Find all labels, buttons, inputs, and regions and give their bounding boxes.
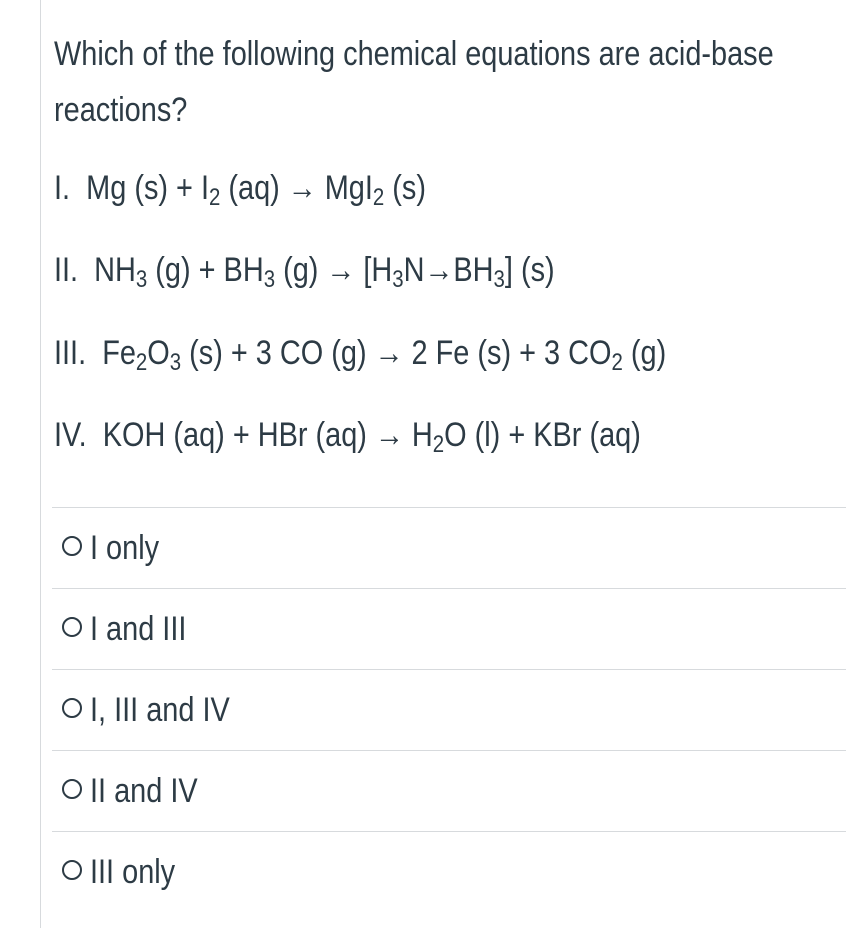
radio-button-icon[interactable] [62, 536, 82, 556]
answer-label: I, III and IV [90, 691, 230, 729]
equation-text: (s) [384, 169, 426, 207]
answer-label: III only [90, 853, 176, 891]
equation-text: O [147, 334, 170, 372]
equation-text: Fe [102, 334, 136, 372]
radio-button-icon[interactable] [62, 860, 82, 880]
subscript: 2 [135, 349, 148, 376]
equation-numeral: III. [54, 334, 87, 372]
answer-option-ii-and-iv[interactable] [52, 750, 846, 831]
equation-text: (aq) → MgI [220, 169, 373, 207]
subscript: 2 [611, 349, 623, 376]
equation-text: (g) → [H [275, 251, 393, 289]
answer-label: II and IV [90, 772, 198, 810]
equation-text: KOH (aq) + HBr (aq) → H [102, 416, 433, 454]
subscript: 3 [169, 349, 182, 376]
subscript: 2 [208, 184, 221, 211]
content-left-border [40, 0, 41, 928]
radio-button-icon[interactable] [62, 698, 82, 718]
equation-text: O (l) + KBr (aq) [444, 416, 641, 454]
equation-text: N→BH [403, 251, 494, 289]
radio-button-icon[interactable] [62, 617, 82, 637]
answer-option-i-iii-and-iv[interactable] [52, 669, 846, 750]
answer-option-i-only[interactable] [52, 507, 846, 588]
equation-3 [54, 333, 667, 376]
equation-numeral: II. [54, 251, 79, 289]
radio-button-icon[interactable] [62, 779, 82, 799]
answer-list [52, 507, 846, 912]
answer-option-i-and-iii[interactable] [52, 588, 846, 669]
equation-1 [54, 168, 426, 211]
answer-label: I only [90, 529, 160, 567]
subscript: 3 [135, 266, 148, 293]
answer-label: I and III [90, 610, 187, 648]
question-prompt: Which of the following chemical equations are acid-base reactions? [54, 35, 774, 129]
equation-text: (g) + BH [147, 251, 264, 289]
equation-text: ] (s) [504, 251, 555, 289]
subscript: 2 [372, 184, 385, 211]
equation-numeral: I. [54, 169, 71, 207]
subscript: 3 [263, 266, 276, 293]
subscript: 3 [392, 266, 404, 293]
equation-text: (g) [622, 334, 667, 372]
subscript: 3 [493, 266, 505, 293]
equation-4 [54, 415, 641, 458]
equation-text: (s) + 3 CO (g) → 2 Fe (s) + 3 CO [181, 334, 612, 372]
subscript: 2 [432, 431, 445, 458]
equation-text: Mg (s) + I [86, 169, 209, 207]
answer-option-iii-only[interactable] [52, 831, 846, 912]
equation-2 [54, 250, 555, 293]
equation-text: NH [94, 251, 136, 289]
equation-numeral: IV. [54, 416, 87, 454]
